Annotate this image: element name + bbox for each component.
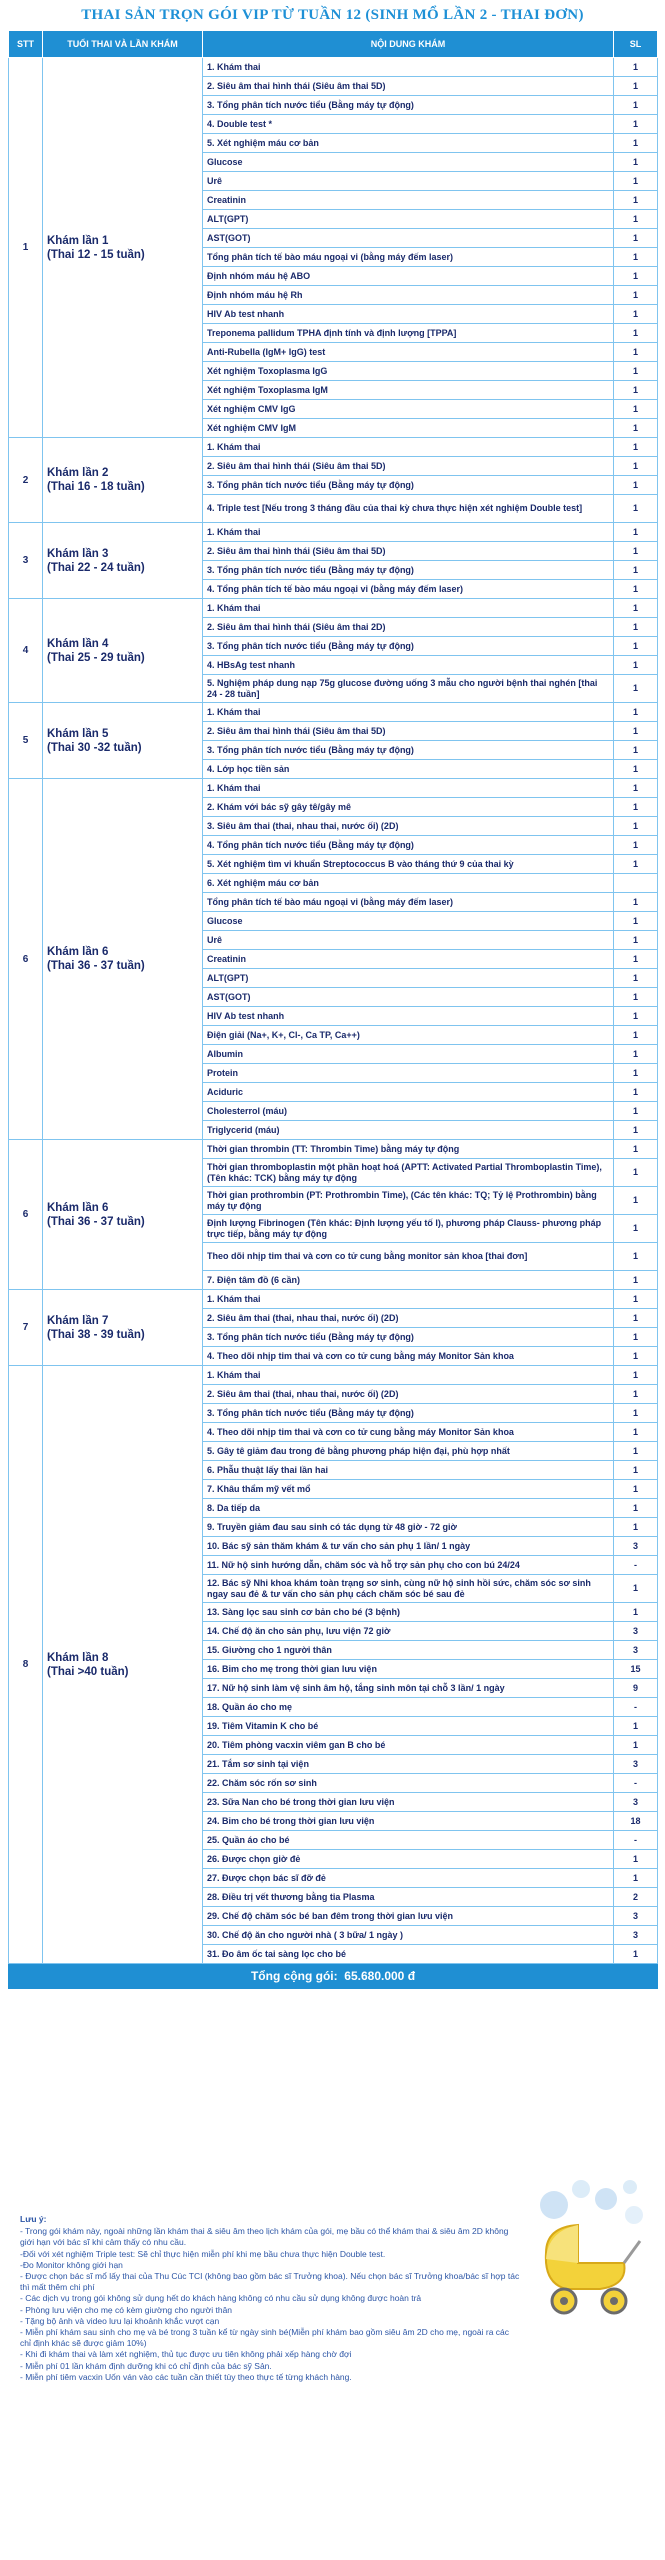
stt-cell: 6 [9, 1140, 43, 1290]
stroller-icon [546, 2225, 640, 2313]
service-item: 3. Tổng phân tích nước tiểu (Bằng máy tự động) [203, 1328, 614, 1347]
stt-cell: 6 [9, 779, 43, 1140]
quantity-cell: 1 [614, 836, 658, 855]
quantity-cell: 1 [614, 1385, 658, 1404]
service-item: 2. Siêu âm thai (thai, nhau thai, nước ối) (2D) [203, 1385, 614, 1404]
quantity-cell: 3 [614, 1537, 658, 1556]
quantity-cell: 1 [614, 286, 658, 305]
service-item: Aciduric [203, 1083, 614, 1102]
visit-cell: Khám lần 4 (Thai 25 - 29 tuần) [43, 599, 203, 703]
stt-cell: 7 [9, 1290, 43, 1366]
service-item: 19. Tiêm Vitamin K cho bé [203, 1717, 614, 1736]
quantity-cell: 1 [614, 1064, 658, 1083]
service-item: 1. Khám thai [203, 1366, 614, 1385]
service-item: 12. Bác sỹ Nhi khoa khám toàn trạng sơ sinh, cùng nữ hộ sinh hồi sức, chăm sóc sơ sinh ngay sau đẻ & tư vấn cho sản phụ cách chăm sóc bé sau đẻ [203, 1575, 614, 1603]
quantity-cell: 1 [614, 1869, 658, 1888]
quantity-cell: 1 [614, 248, 658, 267]
service-item: Theo dõi nhịp tim thai và cơn co tử cung bằng monitor sản khoa [thai đơn] [203, 1243, 614, 1271]
stt-cell: 8 [9, 1366, 43, 1964]
total-row [9, 1964, 658, 1989]
service-item: 13. Sàng lọc sau sinh cơ bản cho bé (3 bệnh) [203, 1603, 614, 1622]
quantity-cell: 1 [614, 77, 658, 96]
header-stt: STT [9, 31, 43, 58]
header-visit: TUỔI THAI VÀ LẦN KHÁM [43, 31, 203, 58]
quantity-cell: 1 [614, 400, 658, 419]
quantity-cell: 1 [614, 362, 658, 381]
service-item: 7. Khâu thẩm mỹ vết mổ [203, 1480, 614, 1499]
service-item: 27. Được chọn bác sĩ đỡ đẻ [203, 1869, 614, 1888]
package-table [8, 30, 658, 1989]
quantity-cell [614, 874, 658, 893]
quantity-cell: 15 [614, 1660, 658, 1679]
quantity-cell: 1 [614, 969, 658, 988]
quantity-cell: 1 [614, 1461, 658, 1480]
service-item: 4. Theo dõi nhịp tim thai và cơn co tử cung bằng máy Monitor Sản khoa [203, 1423, 614, 1442]
bubble-icon [623, 2180, 637, 2194]
quantity-cell: 1 [614, 1026, 658, 1045]
service-item: HIV Ab test nhanh [203, 305, 614, 324]
service-item: 18. Quần áo cho mẹ [203, 1698, 614, 1717]
service-item: 1. Khám thai [203, 1290, 614, 1309]
notes-title: Lưu ý: [20, 2214, 47, 2224]
service-item: 4. Triple test [Nếu trong 3 tháng đầu của thai kỳ chưa thực hiện xét nghiệm Double test] [203, 495, 614, 523]
service-item: 4. Theo dõi nhịp tim thai và cơn co tử cung bằng máy Monitor Sản khoa [203, 1347, 614, 1366]
service-item: 20. Tiêm phòng vacxin viêm gan B cho bé [203, 1736, 614, 1755]
quantity-cell: 1 [614, 1215, 658, 1243]
service-item: 15. Giường cho 1 người thân [203, 1641, 614, 1660]
service-item: 5. Xét nghiệm máu cơ bản [203, 134, 614, 153]
table-header-row [9, 31, 658, 58]
service-item: 3. Tổng phân tích nước tiểu (Bằng máy tự động) [203, 637, 614, 656]
quantity-cell: 1 [614, 267, 658, 286]
service-item: Thời gian thromboplastin một phần hoạt hoá (APTT: Activated Partial Thromboplastin Time), (Tên khác: TCK) bằng máy tự động [203, 1159, 614, 1187]
service-item: 7. Điện tâm đồ (6 cần) [203, 1271, 614, 1290]
bubble-icon [540, 2191, 568, 2219]
quantity-cell: 9 [614, 1679, 658, 1698]
quantity-cell: 1 [614, 381, 658, 400]
service-item: 1. Khám thai [203, 703, 614, 722]
service-item: Treponema pallidum TPHA định tính và định lượng [TPPA] [203, 324, 614, 343]
quantity-cell: 1 [614, 1140, 658, 1159]
service-item: 3. Tổng phân tích nước tiểu (Bằng máy tự động) [203, 561, 614, 580]
note-line: - Miễn phí khám sau sinh cho mẹ và bé trong 3 tuần kể từ ngày sinh bé(Miễn phí khám bao gồm siêu âm 2D cho mẹ, ngoài ra các chỉ định khác sẽ được giảm 10%) [20, 2327, 510, 2349]
service-item: 5. Nghiệm pháp dung nạp 75g glucose đường uống 3 mẫu cho người bệnh thai nghén [thai 24 - 28 tuần] [203, 675, 614, 703]
service-item: Glucose [203, 912, 614, 931]
quantity-cell: 1 [614, 950, 658, 969]
service-item: ALT(GPT) [203, 210, 614, 229]
service-item: Thời gian prothrombin (PT: Prothrombin Time), (Các tên khác: TQ; Tỷ lệ Prothrombin) bằng máy tự động [203, 1187, 614, 1215]
note-line: -Đối với xét nghiệm Triple test: Sẽ chỉ thực hiện miễn phí khi mẹ bầu chưa thực hiện Double test. [20, 2248, 386, 2259]
service-item: Tổng phân tích tế bào máu ngoại vi (bằng máy đếm laser) [203, 248, 614, 267]
service-item: 5. Gây tê giảm đau trong đẻ bằng phương pháp hiện đại, phù hợp nhất [203, 1442, 614, 1461]
quantity-cell: 1 [614, 1366, 658, 1385]
quantity-cell: 1 [614, 324, 658, 343]
quantity-cell: 1 [614, 542, 658, 561]
service-item: 25. Quần áo cho bé [203, 1831, 614, 1850]
service-item: 4. Tổng phân tích nước tiểu (Bằng máy tự động) [203, 836, 614, 855]
table-row [9, 779, 658, 798]
quantity-cell: 1 [614, 1159, 658, 1187]
page-title: THAI SẢN TRỌN GÓI VIP TỪ TUẦN 12 (SINH MỔ LẦN 2 - THAI ĐƠN) [81, 7, 584, 23]
visit-cell: Khám lần 6 (Thai 36 - 37 tuần) [43, 779, 203, 1140]
service-item: 23. Sữa Nan cho bé trong thời gian lưu viện [203, 1793, 614, 1812]
service-item: Định lượng Fibrinogen (Tên khác: Định lượng yếu tố I), phương pháp Clauss- phương pháp trực tiếp, bằng máy tự động [203, 1215, 614, 1243]
quantity-cell: 1 [614, 523, 658, 542]
quantity-cell: 1 [614, 1271, 658, 1290]
stt-cell: 1 [9, 58, 43, 438]
quantity-cell: 1 [614, 779, 658, 798]
service-item: 29. Chế độ chăm sóc bé ban đêm trong thời gian lưu viện [203, 1907, 614, 1926]
quantity-cell: 1 [614, 419, 658, 438]
service-item: 1. Khám thai [203, 779, 614, 798]
table-body [9, 58, 658, 1964]
service-item: 4. Lớp học tiền sản [203, 760, 614, 779]
quantity-cell: 1 [614, 893, 658, 912]
service-item: 3. Tổng phân tích nước tiểu (Bằng máy tự động) [203, 1404, 614, 1423]
service-item: Creatinin [203, 191, 614, 210]
quantity-cell: 1 [614, 817, 658, 836]
notes-list [20, 2226, 520, 2383]
quantity-cell: 1 [614, 305, 658, 324]
service-item: 6. Xét nghiệm máu cơ bản [203, 874, 614, 893]
quantity-cell: 1 [614, 1045, 658, 1064]
quantity-cell: 1 [614, 1945, 658, 1964]
quantity-cell: 1 [614, 988, 658, 1007]
quantity-cell: 1 [614, 599, 658, 618]
service-item: Điện giải (Na+, K+, Cl-, Ca TP, Ca++) [203, 1026, 614, 1045]
quantity-cell: 1 [614, 656, 658, 675]
quantity-cell: 1 [614, 1603, 658, 1622]
stt-cell: 4 [9, 599, 43, 703]
note-line: - Các dịch vụ trong gói không sử dụng hết do khách hàng không có nhu cầu sử dụng không được hoàn trả [20, 2293, 422, 2304]
service-item: 2. Siêu âm thai hình thái (Siêu âm thai 5D) [203, 542, 614, 561]
service-item: Định nhóm máu hệ Rh [203, 286, 614, 305]
service-item: Thời gian thrombin (TT: Thrombin Time) bằng máy tự động [203, 1140, 614, 1159]
bubble-icon [572, 2180, 590, 2198]
visit-cell: Khám lần 3 (Thai 22 - 24 tuần) [43, 523, 203, 599]
baby-stroller-decoration [526, 2175, 651, 2320]
service-item: 3. Tổng phân tích nước tiểu (Bằng máy tự động) [203, 96, 614, 115]
quantity-cell: 1 [614, 1480, 658, 1499]
table-row [9, 58, 658, 77]
service-item: 3. Tổng phân tích nước tiểu (Bằng máy tự động) [203, 476, 614, 495]
service-item: 6. Phẫu thuật lấy thai lần hai [203, 1461, 614, 1480]
visit-cell: Khám lần 6 (Thai 36 - 37 tuần) [43, 1140, 203, 1290]
service-item: Cholesterrol (máu) [203, 1102, 614, 1121]
quantity-cell: 1 [614, 1121, 658, 1140]
service-item: 4. Double test * [203, 115, 614, 134]
quantity-cell: 1 [614, 1328, 658, 1347]
service-item: 2. Siêu âm thai hình thái (Siêu âm thai 2D) [203, 618, 614, 637]
table-row [9, 599, 658, 618]
service-item: Albumin [203, 1045, 614, 1064]
quantity-cell: 1 [614, 96, 658, 115]
quantity-cell: 3 [614, 1622, 658, 1641]
quantity-cell: 1 [614, 1575, 658, 1603]
service-item: Urê [203, 172, 614, 191]
service-item: Triglycerid (máu) [203, 1121, 614, 1140]
service-item: 1. Khám thai [203, 599, 614, 618]
quantity-cell: 1 [614, 58, 658, 77]
quantity-cell: - [614, 1831, 658, 1850]
note-line: - Miễn phí tiêm vacxin Uốn ván vào các tuần cần thiết tùy theo thực tế từng khách hàng. [20, 2371, 352, 2382]
quantity-cell: 1 [614, 1007, 658, 1026]
service-item: 17. Nữ hộ sinh làm vệ sinh âm hộ, tắng sinh môn tại chỗ 3 lần/ 1 ngày [203, 1679, 614, 1698]
service-item: Xét nghiệm Toxoplasma IgM [203, 381, 614, 400]
service-item: Protein [203, 1064, 614, 1083]
service-item: Creatinin [203, 950, 614, 969]
service-item: HIV Ab test nhanh [203, 1007, 614, 1026]
visit-cell: Khám lần 8 (Thai >40 tuần) [43, 1366, 203, 1964]
quantity-cell: 1 [614, 153, 658, 172]
quantity-cell: 1 [614, 741, 658, 760]
quantity-cell: 1 [614, 1499, 658, 1518]
quantity-cell: 1 [614, 637, 658, 656]
quantity-cell: 1 [614, 722, 658, 741]
service-item: 11. Nữ hộ sinh hướng dẫn, chăm sóc và hỗ trợ sản phụ cho con bú 24/24 [203, 1556, 614, 1575]
quantity-cell: 18 [614, 1812, 658, 1831]
service-item: 3. Tổng phân tích nước tiểu (Bằng máy tự động) [203, 741, 614, 760]
quantity-cell: 1 [614, 618, 658, 637]
service-item: ALT(GPT) [203, 969, 614, 988]
quantity-cell: 1 [614, 172, 658, 191]
service-item: Xét nghiệm CMV IgM [203, 419, 614, 438]
table-row [9, 438, 658, 457]
quantity-cell: 1 [614, 495, 658, 523]
quantity-cell: 1 [614, 1518, 658, 1537]
quantity-cell: 3 [614, 1793, 658, 1812]
service-item: AST(GOT) [203, 988, 614, 1007]
service-item: Định nhóm máu hệ ABO [203, 267, 614, 286]
quantity-cell: 1 [614, 1717, 658, 1736]
quantity-cell: - [614, 1556, 658, 1575]
service-item: 24. Bỉm cho bé trong thời gian lưu viện [203, 1812, 614, 1831]
quantity-cell: 1 [614, 1404, 658, 1423]
quantity-cell: - [614, 1774, 658, 1793]
bubble-icon [595, 2188, 617, 2210]
service-item: Anti-Rubella (IgM+ IgG) test [203, 343, 614, 362]
quantity-cell: 1 [614, 1083, 658, 1102]
visit-cell: Khám lần 1 (Thai 12 - 15 tuần) [43, 58, 203, 438]
visit-cell: Khám lần 5 (Thai 30 -32 tuần) [43, 703, 203, 779]
service-item: 2. Siêu âm thai hình thái (Siêu âm thai 5D) [203, 457, 614, 476]
service-item: Xét nghiệm Toxoplasma IgG [203, 362, 614, 381]
table-row [9, 1366, 658, 1385]
quantity-cell: 1 [614, 675, 658, 703]
quantity-cell: 1 [614, 457, 658, 476]
note-line: -Đo Monitor không giới hạn [20, 2259, 123, 2270]
service-item: Tổng phân tích tế bào máu ngoại vi (bằng máy đếm laser) [203, 893, 614, 912]
note-line: - Khi đi khám thai và làm xét nghiệm, thủ tục được ưu tiên không phải xếp hàng chờ đợi [20, 2349, 352, 2360]
quantity-cell: 3 [614, 1755, 658, 1774]
quantity-cell: 1 [614, 191, 658, 210]
service-item: 3. Siêu âm thai (thai, nhau thai, nước ối) (2D) [203, 817, 614, 836]
quantity-cell: 1 [614, 798, 658, 817]
quantity-cell: 1 [614, 580, 658, 599]
service-item: 16. Bỉm cho mẹ trong thời gian lưu viện [203, 1660, 614, 1679]
quantity-cell: 1 [614, 210, 658, 229]
service-item: 10. Bác sỹ sản thăm khám & tư vấn cho sản phụ 1 lần/ 1 ngày [203, 1537, 614, 1556]
quantity-cell: 1 [614, 115, 658, 134]
table-row [9, 523, 658, 542]
quantity-cell: 1 [614, 931, 658, 950]
quantity-cell: 1 [614, 561, 658, 580]
table-row [9, 703, 658, 722]
note-line: - Miễn phí 01 lần khám định dưỡng khi có chỉ định của bác sỹ Sản. [20, 2360, 272, 2371]
service-item: Xét nghiệm CMV IgG [203, 400, 614, 419]
quantity-cell: 1 [614, 134, 658, 153]
quantity-cell: 1 [614, 1102, 658, 1121]
quantity-cell: 1 [614, 855, 658, 874]
stt-cell: 2 [9, 438, 43, 523]
service-item: 30. Chế độ ăn cho người nhà ( 3 bữa/ 1 ngày ) [203, 1926, 614, 1945]
quantity-cell: 1 [614, 1347, 658, 1366]
service-item: 31. Đo âm ốc tai sàng lọc cho bé [203, 1945, 614, 1964]
service-item: 22. Chăm sóc rốn sơ sinh [203, 1774, 614, 1793]
quantity-cell: 1 [614, 1309, 658, 1328]
total-amount: 65.680.000 đ [344, 1968, 416, 1983]
header-qty: SL [614, 31, 658, 58]
service-item: 8. Da tiếp da [203, 1499, 614, 1518]
service-item: 1. Khám thai [203, 58, 614, 77]
quantity-cell: 1 [614, 1442, 658, 1461]
quantity-cell: 1 [614, 1187, 658, 1215]
quantity-cell: 1 [614, 229, 658, 248]
quantity-cell: 1 [614, 1290, 658, 1309]
note-line: - Được chọn bác sĩ mổ lấy thai của Thu Cúc TCI (không bao gồm bác sĩ Trưởng khoa). Nếu chọn bác sĩ Trưởng khoa/bác sĩ hợp tác thì mất thêm chi phí [20, 2271, 520, 2293]
service-item: 1. Khám thai [203, 438, 614, 457]
service-item: 2. Khám với bác sỹ gây tê/gây mê [203, 798, 614, 817]
total-label: Tổng cộng gói: [250, 1968, 338, 1983]
quantity-cell: 1 [614, 1423, 658, 1442]
quantity-cell: 1 [614, 438, 658, 457]
service-item: 28. Điều trị vết thương bằng tia Plasma [203, 1888, 614, 1907]
quantity-cell: 3 [614, 1926, 658, 1945]
service-item: 1. Khám thai [203, 523, 614, 542]
quantity-cell: 1 [614, 1243, 658, 1271]
table-row [9, 1290, 658, 1309]
service-item: 9. Truyền giảm đau sau sinh có tác dụng từ 48 giờ - 72 giờ [203, 1518, 614, 1537]
service-item: 21. Tắm sơ sinh tại viện [203, 1755, 614, 1774]
service-item: Glucose [203, 153, 614, 172]
quantity-cell: 1 [614, 760, 658, 779]
quantity-cell: - [614, 1698, 658, 1717]
header-content: NỘI DUNG KHÁM [203, 31, 614, 58]
stt-cell: 3 [9, 523, 43, 599]
service-item: Urê [203, 931, 614, 950]
visit-cell: Khám lần 2 (Thai 16 - 18 tuần) [43, 438, 203, 523]
notes-section [20, 2214, 520, 2383]
service-item: 4. Tổng phân tích tế bào máu ngoại vi (bằng máy đếm laser) [203, 580, 614, 599]
quantity-cell: 1 [614, 1736, 658, 1755]
quantity-cell: 1 [614, 703, 658, 722]
quantity-cell: 2 [614, 1888, 658, 1907]
quantity-cell: 1 [614, 476, 658, 495]
service-item: AST(GOT) [203, 229, 614, 248]
stt-cell: 5 [9, 703, 43, 779]
quantity-cell: 1 [614, 912, 658, 931]
quantity-cell: 1 [614, 1850, 658, 1869]
service-item: 2. Siêu âm thai hình thái (Siêu âm thai 5D) [203, 77, 614, 96]
quantity-cell: 3 [614, 1907, 658, 1926]
quantity-cell: 1 [614, 343, 658, 362]
service-item: 26. Được chọn giờ đẻ [203, 1850, 614, 1869]
visit-cell: Khám lần 7 (Thai 38 - 39 tuần) [43, 1290, 203, 1366]
total-cell [9, 1964, 658, 1989]
service-item: 2. Siêu âm thai (thai, nhau thai, nước ối) (2D) [203, 1309, 614, 1328]
bubble-icon [625, 2206, 643, 2224]
service-item: 4. HBsAg test nhanh [203, 656, 614, 675]
note-line: - Phòng lưu viện cho mẹ có kèm giường cho người thân [20, 2304, 233, 2315]
quantity-cell: 3 [614, 1641, 658, 1660]
service-item: 5. Xét nghiệm tìm vi khuẩn Streptococcus B vào tháng thứ 9 của thai kỳ [203, 855, 614, 874]
service-item: 14. Chế độ ăn cho sản phụ, lưu viện 72 giờ [203, 1622, 614, 1641]
table-row [9, 1140, 658, 1159]
service-item: 2. Siêu âm thai hình thái (Siêu âm thai 5D) [203, 722, 614, 741]
note-line: - Tặng bộ ảnh và video lưu lại khoảnh khắc vượt cạn [20, 2315, 220, 2326]
note-line: - Trong gói khám này, ngoài những lần khám thai & siêu âm theo lịch khám của gói, mẹ bầu có thể khám thai & siêu âm 2D không giới hạn với bác sĩ khi cảm thấy có nhu cầu. [20, 2226, 509, 2248]
